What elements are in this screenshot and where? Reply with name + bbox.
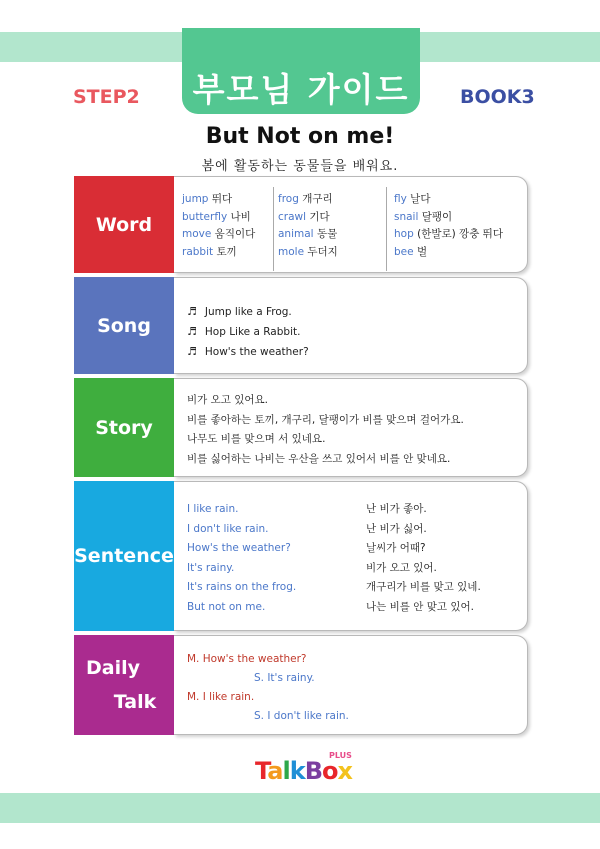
story-line: 비를 싫어하는 나비는 우산을 쓰고 있어서 비를 안 맞네요.	[187, 452, 451, 465]
word-item: rabbit 토끼	[182, 245, 237, 258]
sentence-ko: 비가 오고 있어.	[366, 561, 437, 574]
sentence-ko: 날씨가 어때?	[366, 542, 426, 554]
word-item: crawl 기다	[278, 210, 330, 223]
logo-letter: o	[321, 757, 338, 785]
logo-letter: x	[337, 757, 352, 785]
column-divider	[386, 187, 387, 271]
word-item: move 움직이다	[182, 228, 256, 240]
talk-line-m: M. How's the weather?	[187, 653, 307, 665]
sentence-en: It's rainy.	[187, 561, 235, 574]
sentence-en: It's rains on the frog.	[187, 581, 297, 593]
word-section	[74, 176, 528, 273]
title-tab	[182, 28, 420, 114]
sentence-en: But not on me.	[187, 600, 266, 613]
sentence-ko: 나는 비를 안 맞고 있어.	[366, 600, 474, 613]
story-line: 나무도 비를 맞으며 서 있네요.	[187, 433, 326, 445]
sentence-ko: 개구리가 비를 맞고 있네.	[366, 581, 481, 593]
logo-plus: PLUS	[329, 751, 352, 760]
logo-letter: B	[304, 757, 322, 785]
word-item: snail 달팽이	[394, 210, 453, 223]
column-divider	[273, 187, 274, 271]
daily-talk-label-line2: Talk	[113, 691, 157, 713]
logo-letter: l	[282, 757, 290, 785]
sentence-en: I don't like rain.	[187, 522, 269, 535]
song-label: Song	[74, 277, 174, 374]
talk-line-m: M. I like rain.	[187, 691, 255, 703]
story-line: 비가 오고 있어요.	[187, 394, 269, 406]
word-item: jump 뛰다	[182, 193, 233, 205]
sentence-korean-column	[366, 500, 481, 617]
song-line: ♬ Jump like a Frog.	[187, 302, 309, 322]
word-column-3	[394, 191, 503, 261]
word-item: bee 벌	[394, 245, 428, 258]
talkbox-logo	[255, 751, 355, 787]
sentence-label: Sentence	[74, 481, 174, 631]
step-label: STEP2	[73, 86, 140, 108]
daily-talk-content	[174, 635, 528, 735]
logo-letter: a	[267, 757, 283, 785]
word-item: butterfly 나비	[182, 210, 251, 223]
song-line: ♬ Hop Like a Rabbit.	[187, 322, 309, 342]
daily-talk-label-line1: Daily	[85, 657, 140, 679]
word-item: frog 개구리	[278, 193, 333, 205]
music-note-icon: ♬	[187, 325, 197, 338]
word-item: fly 날다	[394, 193, 431, 205]
song-line: ♬ How's the weather?	[187, 342, 309, 362]
daily-talk-label	[74, 635, 174, 735]
word-item: mole 두더지	[278, 245, 338, 258]
music-note-icon: ♬	[187, 345, 197, 358]
sentence-english-column	[187, 500, 296, 617]
sentence-en: How's the weather?	[187, 542, 291, 554]
sentence-content	[174, 481, 528, 631]
logo-letter: T	[255, 757, 268, 785]
music-note-icon: ♬	[187, 305, 197, 318]
bottom-band	[0, 793, 600, 823]
word-label: Word	[74, 176, 174, 273]
lesson-title: But Not on me!	[205, 124, 395, 149]
page-title: 부모님 가이드	[192, 70, 410, 109]
story-line: 비를 좋아하는 토끼, 개구리, 달팽이가 비를 맞으며 걸어가요.	[187, 413, 464, 426]
song-section	[74, 277, 528, 374]
sentence-section	[74, 481, 528, 631]
logo-letter: k	[289, 757, 305, 785]
logo-wordmark	[255, 757, 352, 785]
talk-line-s: S. It's rainy.	[254, 672, 315, 684]
song-content	[174, 277, 528, 374]
lesson-subtitle: 봄에 활동하는 동물들을 배워요.	[201, 159, 399, 174]
word-item: animal 동물	[278, 228, 338, 240]
word-column-2	[278, 191, 338, 261]
sentence-ko: 난 비가 좋아.	[366, 503, 427, 515]
story-label: Story	[74, 378, 174, 477]
daily-talk-section	[74, 635, 528, 735]
story-section	[74, 378, 528, 477]
word-item: hop (한발로) 깡충 뛰다	[394, 228, 503, 240]
book-label: BOOK3	[460, 86, 535, 108]
sentence-en: I like rain.	[187, 503, 239, 515]
sentence-ko: 난 비가 싫어.	[366, 522, 427, 535]
talk-line-s: S. I don't like rain.	[254, 710, 349, 722]
word-column-1	[182, 191, 255, 261]
word-content	[174, 176, 528, 273]
story-content	[174, 378, 528, 477]
